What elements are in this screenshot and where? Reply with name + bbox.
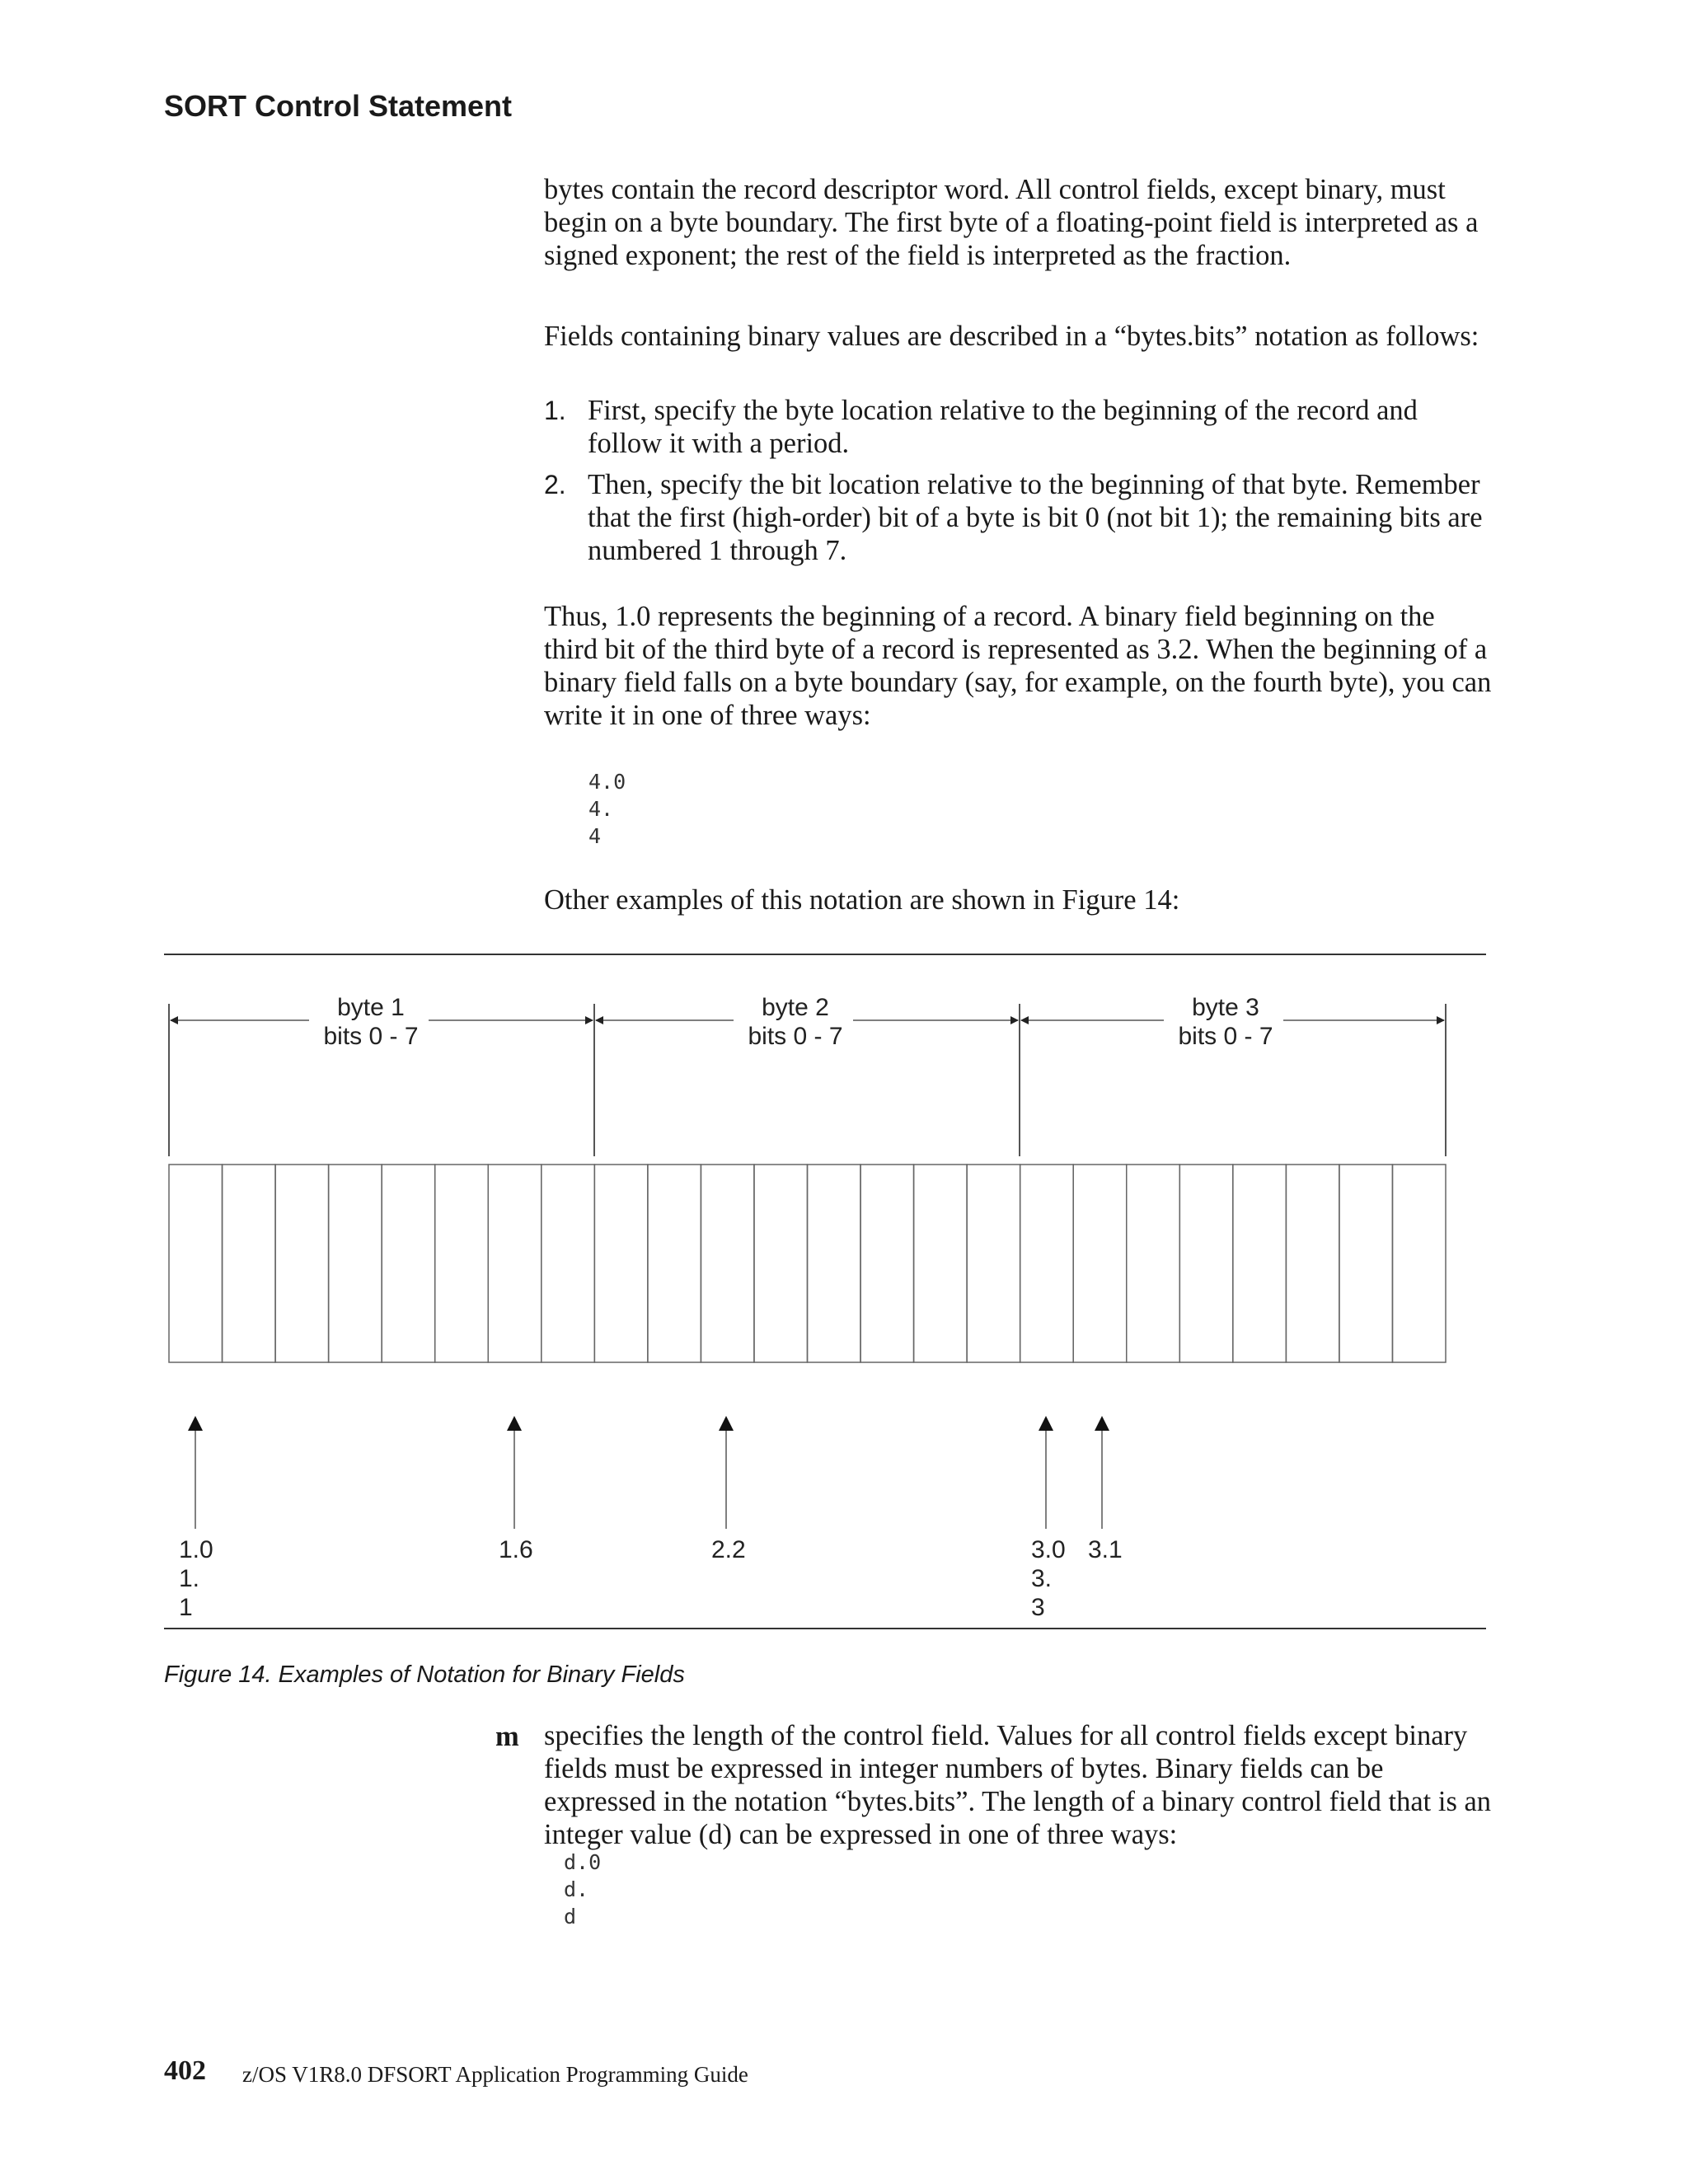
definition-description [544, 1719, 1492, 1851]
byte-3-span [1021, 994, 1444, 1050]
code-example-length [564, 1849, 601, 1930]
bit-cell [967, 1165, 1020, 1362]
pointer-label: 1. [179, 1565, 200, 1592]
bit-cell [1179, 1165, 1233, 1362]
bit-cell [1392, 1165, 1446, 1362]
byte-2-span [596, 994, 1018, 1050]
bit-cell [648, 1165, 701, 1362]
pointer-label: 1 [179, 1594, 193, 1621]
pointer-label: 3 [1031, 1594, 1045, 1621]
bit-cell [435, 1165, 489, 1362]
code-line: 4. [588, 797, 614, 821]
paragraph-text: Thus, 1.0 represents the beginning of a record. A binary field beginning on the third bit of the third byte of a record is represented as 3.2. When the beginning of a binary field falls on a byte boundary (say, for example, on the fourth byte), you can write it in one of three ways: [544, 601, 1492, 731]
figure-caption: Figure 14. Examples of Notation for Binary Fields [164, 1661, 685, 1688]
code-line: d. [564, 1877, 589, 1901]
pointer-2-2 [711, 1416, 746, 1563]
byte-1-label: byte 1 [337, 994, 405, 1021]
byte-1-bits-label: bits 0 - 7 [323, 1023, 419, 1050]
bit-cell [169, 1165, 223, 1362]
code-line: 4 [588, 824, 602, 848]
list-item-text: First, specify the byte location relative to the beginning of the record and follow it with a period. [588, 395, 1418, 459]
running-header: SORT Control Statement [164, 89, 513, 123]
pointer-label: 2.2 [711, 1536, 746, 1563]
bit-cell [223, 1165, 276, 1362]
pointer-1-6 [499, 1416, 533, 1563]
code-line: d [564, 1905, 577, 1929]
bit-cell [1073, 1165, 1127, 1362]
pointer-label: 3.0 [1031, 1536, 1066, 1563]
bit-cell [1127, 1165, 1180, 1362]
byte-1-span [171, 994, 593, 1050]
bit-cell [1286, 1165, 1339, 1362]
bit-cell [1339, 1165, 1393, 1362]
paragraph-text: Fields containing binary values are described in a “bytes.bits” notation as follows: [544, 321, 1479, 352]
bit-cell [860, 1165, 914, 1362]
pointer-3-1 [1088, 1416, 1123, 1563]
bit-cell [914, 1165, 968, 1362]
bit-cell [382, 1165, 435, 1362]
bit-cell [754, 1165, 808, 1362]
bit-cell [329, 1165, 382, 1362]
pointer-label: 3.1 [1088, 1536, 1123, 1563]
byte-2-label: byte 2 [762, 994, 829, 1021]
list-item-text: Then, specify the bit location relative to the beginning of that byte. Remember that the first (high-order) bit of a byte is bit 0 (not bit 1); the remaining bits are numbered 1 through 7. [588, 469, 1483, 566]
figure-bottom-rule [164, 1628, 1486, 1629]
bit-cell [594, 1165, 648, 1362]
code-line: d.0 [564, 1850, 602, 1874]
paragraph-text: Other examples of this notation are shown in Figure 14: [544, 884, 1180, 916]
footer-book-title: z/OS V1R8.0 DFSORT Application Programming Guide [242, 2062, 748, 2087]
paragraph-text: bytes contain the record descriptor word. All control fields, except binary, must begin on a byte boundary. The first byte of a floating-point field is interpreted as a signed exponent; the rest of the field is interpreted as the fraction. [544, 174, 1479, 271]
pointer-3-0 [1031, 1416, 1066, 1621]
pointer-label: 1.6 [499, 1536, 533, 1563]
bit-cell [1233, 1165, 1287, 1362]
pointer-label: 1.0 [179, 1536, 213, 1563]
bit-cell [808, 1165, 861, 1362]
byte-3-label: byte 3 [1192, 994, 1259, 1021]
page-number: 402 [164, 2055, 206, 2086]
bit-cell [488, 1165, 542, 1362]
bit-cells [169, 1165, 1446, 1362]
list-number: 2. [544, 470, 566, 499]
byte-3-bits-label: bits 0 - 7 [1178, 1023, 1273, 1050]
list-number: 1. [544, 396, 566, 425]
pointer-label: 3. [1031, 1565, 1053, 1592]
bit-cell [1020, 1165, 1074, 1362]
definition-term: m [495, 1721, 519, 1752]
bit-cell [542, 1165, 595, 1362]
code-line: 4.0 [588, 770, 626, 794]
definition-text: specifies the length of the control field. Values for all control fields except binary fields must be expressed in integer numbers of bytes. Binary fields can be expressed in the notation “bytes.bits”. The length of a binary control field that is an integer value (d) can be expressed in one of three ways: [544, 1720, 1492, 1850]
pointer-1-0 [179, 1416, 213, 1621]
bit-cell [275, 1165, 329, 1362]
byte-2-bits-label: bits 0 - 7 [748, 1023, 843, 1050]
bit-cell [701, 1165, 754, 1362]
